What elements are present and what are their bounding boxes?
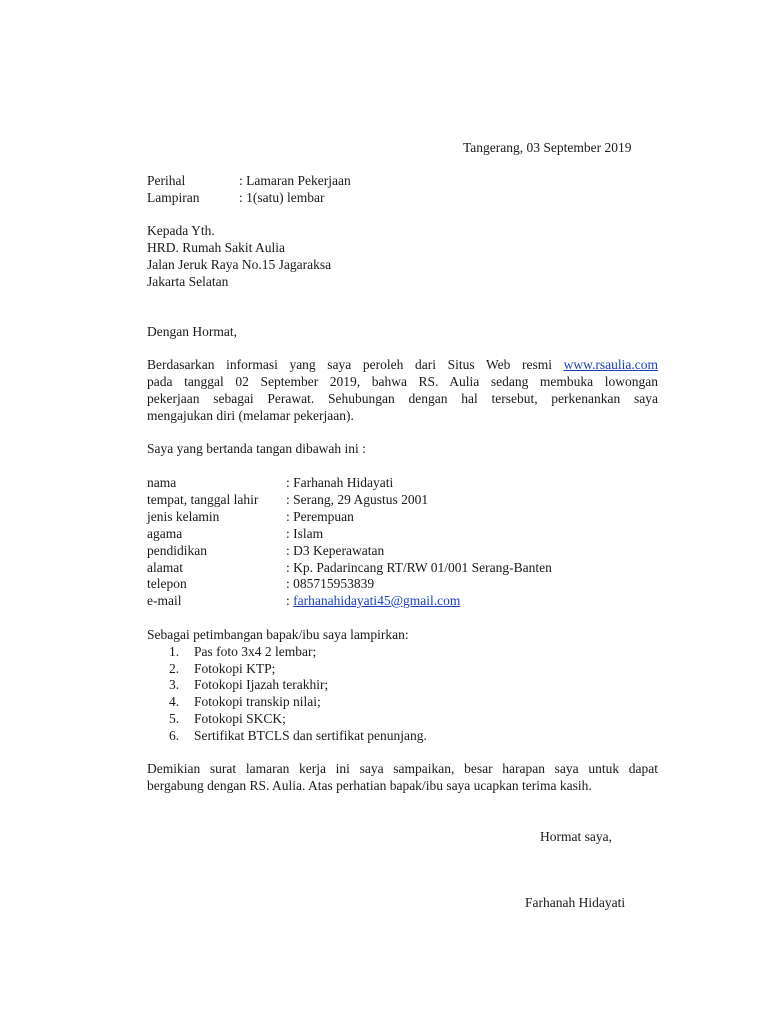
closing-paragraph [147, 760, 658, 794]
list-item: Fotokopi SKCK; [194, 711, 286, 726]
identity-label: telepon [147, 576, 187, 591]
paragraph-text: Berdasarkan informasi yang saya peroleh dari Situs Web resmi [147, 357, 553, 372]
identity-value: : Islam [286, 526, 324, 541]
paragraph-line: Demikian surat lamaran kerja ini saya sampaikan, besar harapan saya untuk dapat [147, 761, 658, 776]
list-number: 4. [169, 694, 180, 709]
identity-label: pendidikan [147, 543, 207, 558]
attachments-intro: Sebagai petimbangan bapak/ibu saya lampirkan: [147, 627, 409, 642]
subject-value: : Lamaran Pekerjaan [239, 173, 351, 188]
website-link[interactable]: www.rsaulia.com [563, 357, 658, 372]
body-paragraph [147, 356, 658, 424]
attachment-value: : 1(satu) lembar [239, 190, 325, 205]
recipient-line: Kepada Yth. [147, 223, 215, 238]
email-colon: : [286, 593, 290, 608]
recipient-line: Jalan Jeruk Raya No.15 Jagaraksa [147, 257, 332, 272]
attachment-label: Lampiran [147, 190, 200, 205]
paragraph-line [147, 356, 658, 373]
list-number: 2. [169, 661, 180, 676]
list-number: 1. [169, 644, 180, 659]
place-date: Tangerang, 03 September 2019 [463, 140, 632, 155]
identity-label: jenis kelamin [147, 509, 220, 524]
signature-name: Farhanah Hidayati [525, 895, 626, 910]
identity-label: alamat [147, 560, 183, 575]
list-item: Fotokopi Ijazah terakhir; [194, 677, 329, 692]
identity-value: : D3 Keperawatan [286, 543, 385, 558]
identity-value: : Farhanah Hidayati [286, 475, 394, 490]
list-item: Sertifikat BTCLS dan sertifikat penunjang. [194, 728, 427, 743]
list-number: 6. [169, 728, 180, 743]
recipient-line: Jakarta Selatan [147, 274, 229, 289]
paragraph-line: bergabung dengan RS. Aulia. Atas perhatian bapak/ibu saya ucapkan terima kasih. [147, 778, 592, 793]
email-value [286, 592, 460, 609]
paragraph-line: pekerjaan sebagai Perawat. Sehubungan dengan hal tersebut, perkenankan saya [147, 391, 658, 406]
identity-value: : Serang, 29 Agustus 2001 [286, 492, 429, 507]
identity-value: : Kp. Padarincang RT/RW 01/001 Serang-Banten [286, 560, 552, 575]
regards: Hormat saya, [540, 829, 612, 844]
list-number: 5. [169, 711, 180, 726]
identity-value: : 085715953839 [286, 576, 375, 591]
list-item: Fotokopi transkip nilai; [194, 694, 321, 709]
list-number: 3. [169, 677, 180, 692]
paragraph-line: mengajukan diri (melamar pekerjaan). [147, 408, 354, 423]
list-item: Fotokopi KTP; [194, 661, 276, 676]
subject-label: Perihal [147, 173, 186, 188]
email-link[interactable]: farhanahidayati45@gmail.com [293, 593, 461, 608]
email-label: e-mail [147, 593, 182, 608]
identity-label: nama [147, 475, 177, 490]
list-item: Pas foto 3x4 2 lembar; [194, 644, 317, 659]
greeting: Dengan Hormat, [147, 324, 237, 339]
recipient-line: HRD. Rumah Sakit Aulia [147, 240, 285, 255]
identity-value: : Perempuan [286, 509, 354, 524]
identity-label: tempat, tanggal lahir [147, 492, 259, 507]
identity-intro: Saya yang bertanda tangan dibawah ini : [147, 441, 366, 456]
paragraph-line: pada tanggal 02 September 2019, bahwa RS. Aulia sedang membuka lowongan [147, 374, 658, 389]
identity-label: agama [147, 526, 183, 541]
